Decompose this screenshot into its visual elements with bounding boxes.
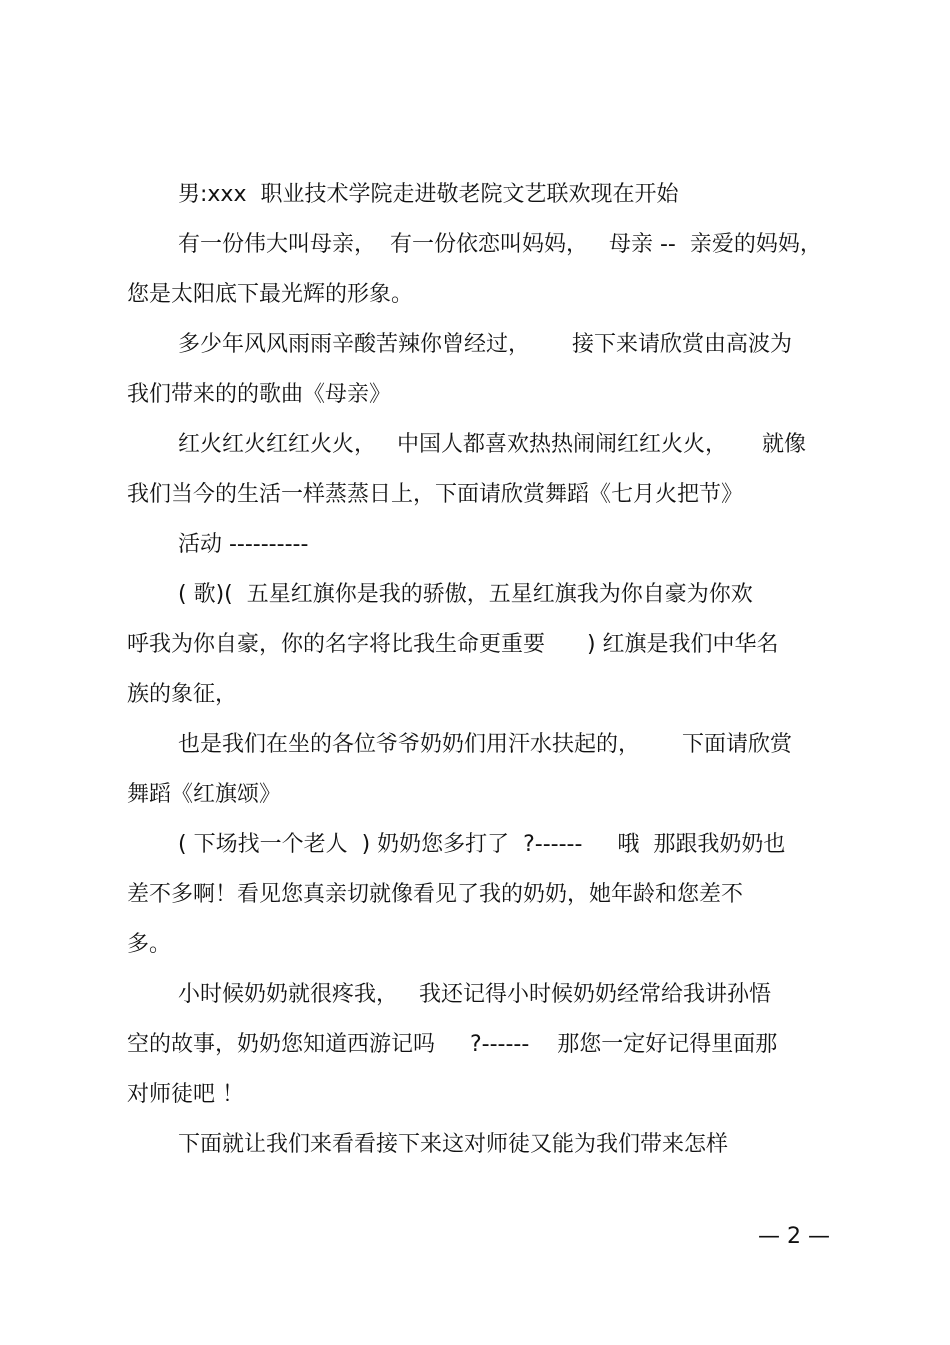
text-line: 我们带来的的歌曲《母亲》 [127, 382, 392, 407]
text-line: 活动 ---------- [178, 532, 309, 557]
text-line: 对师徒吧 ！ [127, 1082, 244, 1107]
page-number: — 2 — [758, 1224, 830, 1249]
text-line: 红火红火红红火火， 中国人都喜欢热热闹闹红红火火， 就像 [178, 432, 806, 457]
text-line: 下面就让我们来看看接下来这对师徒又能为我们带来怎样 [178, 1132, 729, 1157]
text-line: 差不多啊！看见您真亲切就像看见了我的奶奶，她年龄和您差不 [127, 882, 744, 907]
text-line: 我们当今的生活一样蒸蒸日上，下面请欣赏舞蹈《七月火把节》 [127, 482, 744, 507]
text-line: 空的故事，奶奶您知道西游记吗 ?------ 那您一定好记得里面那 [127, 1032, 778, 1057]
text-line: ( 歌)( 五星红旗你是我的骄傲，五星红旗我为你自豪为你欢 [178, 582, 753, 607]
text-line: 族的象征， [127, 682, 238, 707]
text-line: 呼我为你自豪，你的名字将比我生命更重要 ) 红旗是我们中华名 [127, 632, 779, 657]
text-line: ( 下场找一个老人 ) 奶奶您多打了 ?------ 哦 那跟我奶奶也 [178, 832, 786, 857]
text-line: 也是我们在坐的各位爷爷奶奶们用汗水扶起的， 下面请欣赏 [178, 732, 792, 757]
text-line: 舞蹈《红旗颂》 [127, 782, 282, 807]
text-line: 多。 [127, 932, 172, 957]
text-line: 您是太阳底下最光辉的形象。 [127, 282, 414, 307]
text-line: 有一份伟大叫母亲， 有一份依恋叫妈妈， 母亲 -- 亲爱的妈妈， [178, 232, 822, 257]
text-line: 小时候奶奶就很疼我， 我还记得小时候奶奶经常给我讲孙悟 [178, 982, 771, 1007]
text-line: 多少年风风雨雨辛酸苦辣你曾经过， 接下来请欣赏由高波为 [178, 332, 792, 357]
text-line: 男:xxx 职业技术学院走进敬老院文艺联欢现在开始 [178, 182, 679, 207]
